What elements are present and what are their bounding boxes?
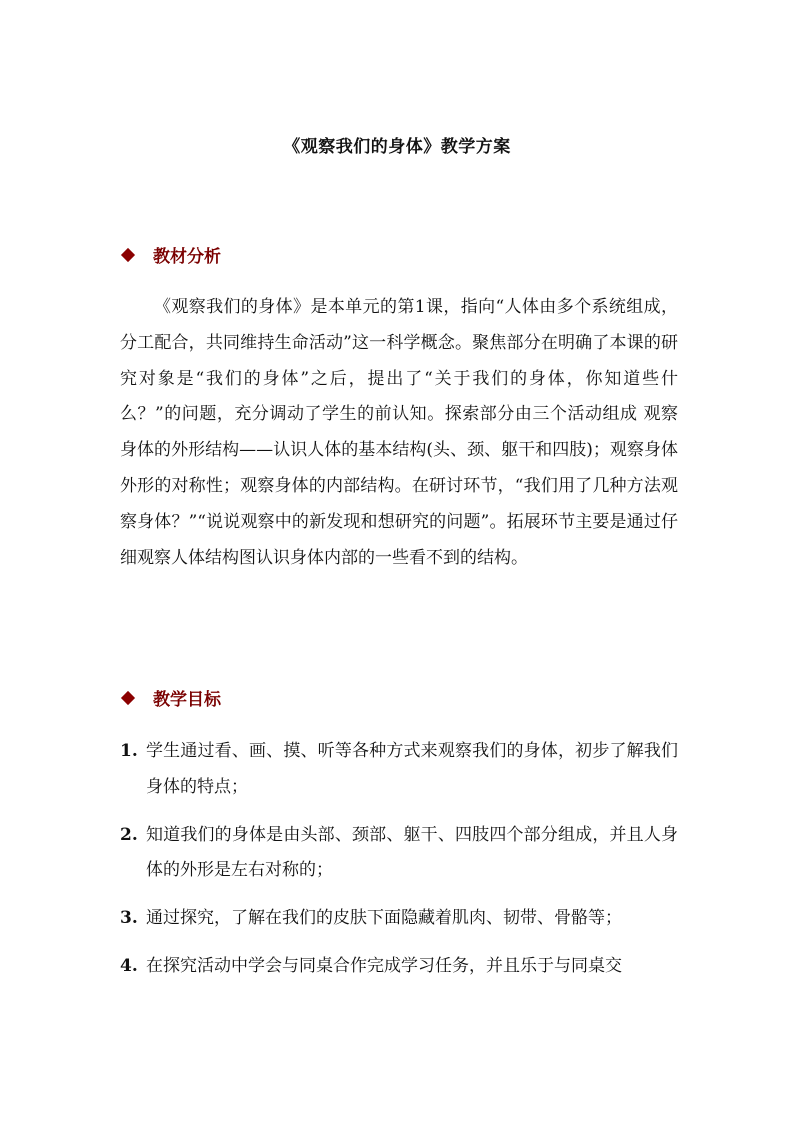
section-heading-analysis [120, 242, 221, 267]
list-item-number: 3. [120, 908, 138, 929]
list-item-text: 学生通过看、画、摸、听等各种方式来观察我们的身体，初步了解我们身体的特点； [146, 741, 678, 797]
list-item [120, 818, 678, 890]
list-item [120, 901, 678, 937]
section-heading-label: 教学目标 [153, 690, 221, 710]
list-item [120, 949, 678, 985]
list-item-number: 1. [120, 741, 138, 761]
list-item-text: 通过探究，了解在我们的皮肤下面隐藏着肌肉、韧带、骨骼等； [146, 908, 622, 929]
list-item-number: 2. [120, 824, 138, 845]
list-item [120, 734, 678, 806]
document-title: 《观察我们的身体》教学方案 [283, 137, 511, 157]
section-heading-label: 教材分析 [153, 247, 221, 267]
diamond-bullet-icon [121, 247, 135, 261]
analysis-paragraph: 《观察我们的身体》是本单元的第1课，指向“人体由多个系统组成，分工配合，共同维持生命活动”这一科学概念。聚焦部分在明确了本课的研究对象是“我们的身体”之后，提出了“关于我们的身体，你知道些什么？”的问题，充分调动了学生的前认知。探索部分由三个活动组成 观察身体的外形结构——认识人体的基本结构(头、颈、躯干和四肢)；观察身体外形的对称性；观察身体的内部结构。在研讨环节，“我们用了几种方法观察身体？”“说说观察中的新发现和想研究的问题”。拓展环节主要是通过仔细观察人体结构图认识身体内部的一些看不到的结构。 [120, 297, 678, 568]
section-heading-objectives [120, 685, 221, 710]
list-item-text: 在探究活动中学会与同桌合作完成学习任务，并且乐于与同桌交 [146, 955, 622, 976]
diamond-bullet-icon [121, 690, 135, 704]
list-item-number: 4. [120, 955, 138, 976]
list-item-text: 知道我们的身体是由头部、颈部、躯干、四肢四个部分组成，并且人身体的外形是左右对称的； [146, 824, 678, 881]
objectives-list [120, 734, 678, 997]
